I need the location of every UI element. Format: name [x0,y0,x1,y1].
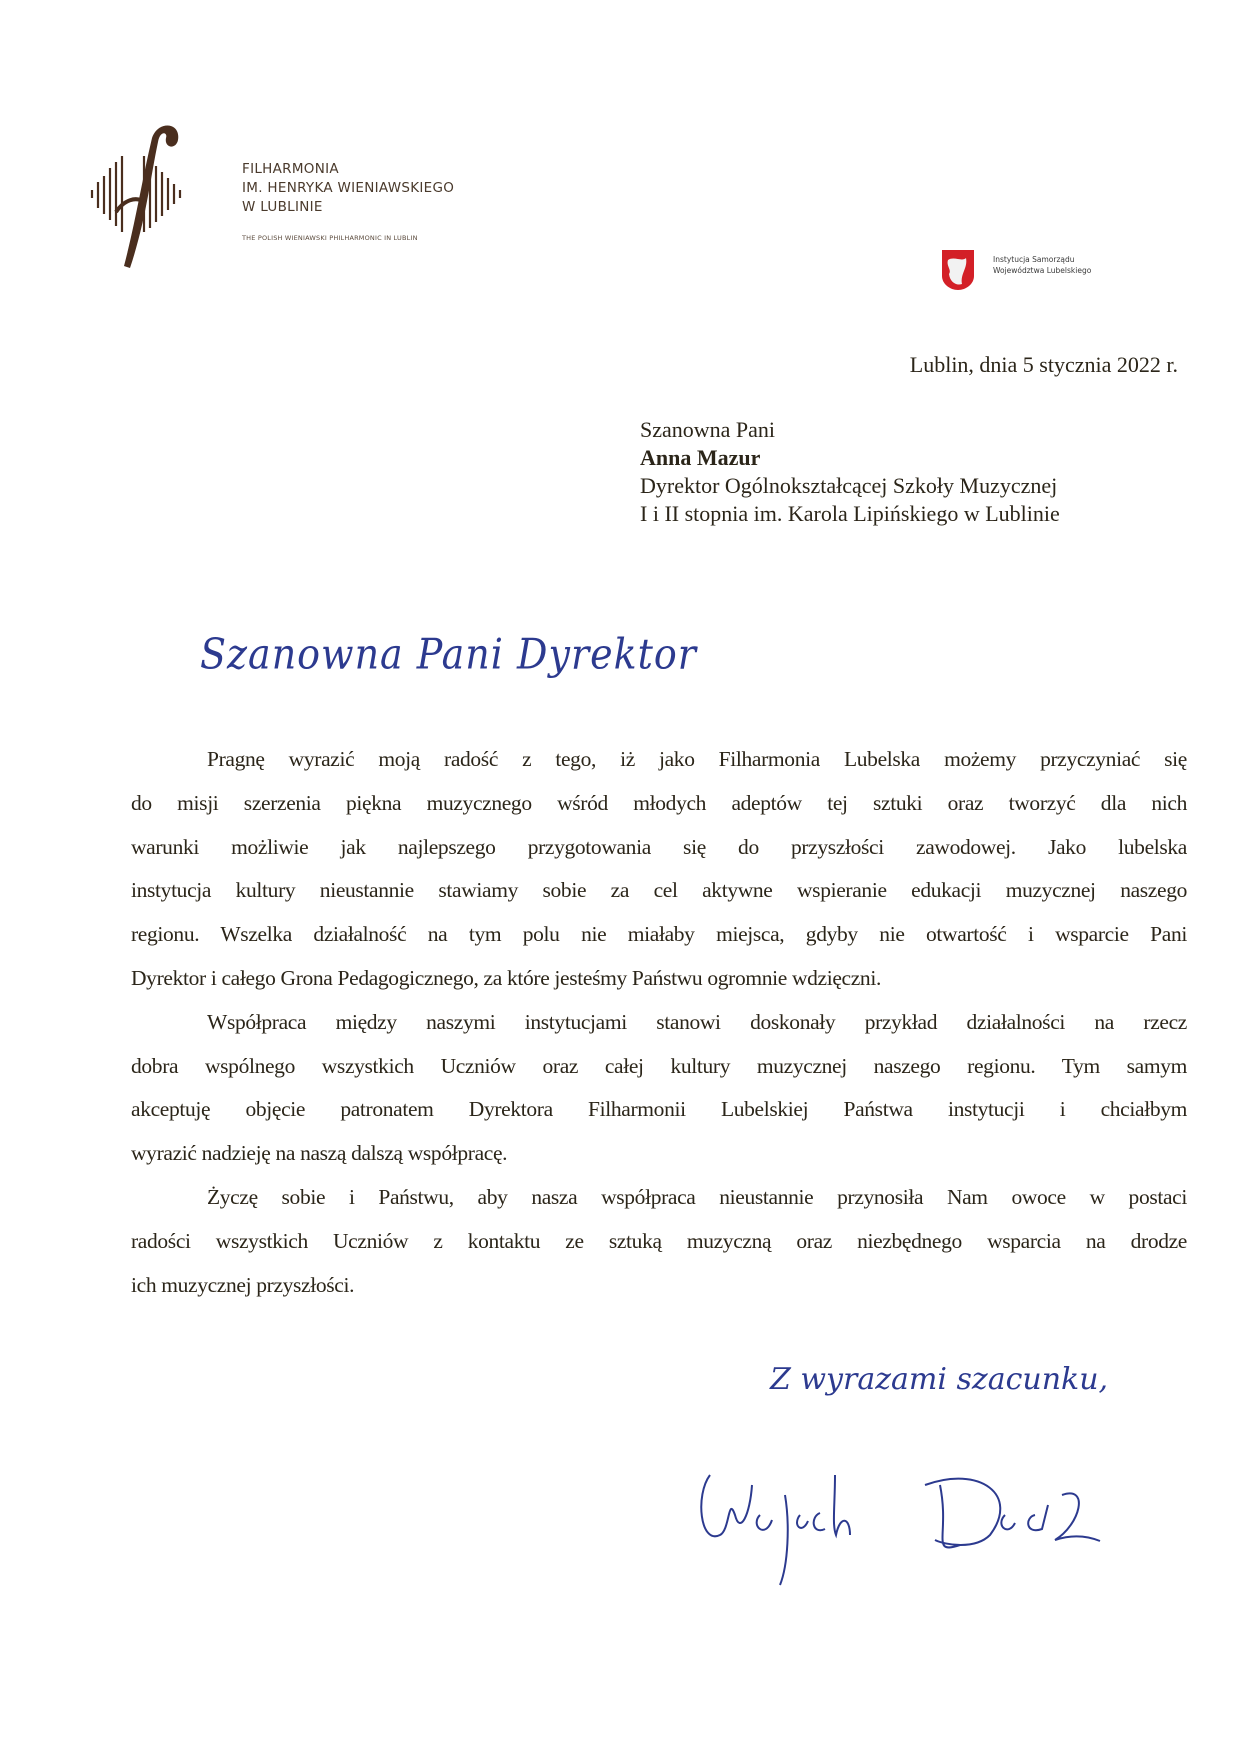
recipient-greeting: Szanowna Pani [640,417,776,442]
paragraph [131,1001,1187,1176]
letter-date: Lublin, dnia 5 stycznia 2022 r. [909,352,1178,377]
logo-line: FILHARMONIA [242,161,339,177]
paragraph [131,738,1187,1001]
recipient-name: Anna Mazur [640,445,761,470]
paragraph-line: do misji szerzenia piękna muzycznego wśród młodych adeptów tej sztuki oraz tworzyć dla nich [131,790,1187,815]
paragraph-line: akceptuję objęcie patronatem Dyrektora Filharmonii Lubelskiej Państwa instytucji i chciałbym [131,1097,1187,1122]
paragraph-line: radości wszystkich Uczniów z kontaktu ze sztuką muzyczną oraz niezbędnego wsparcia na drodze [131,1228,1187,1253]
signature [690,1455,1150,1595]
paragraph-line: ich muzycznej przyszłości. [131,1272,355,1297]
handwritten-closing: Z wyrazami szacunku, [770,1362,1109,1397]
logo-line: W LUBLINIE [242,199,323,215]
institution-line: Województwa Lubelskiego [993,266,1092,275]
paragraph-line: regionu. Wszelka działalność na tym polu nie miałaby miejsca, gdyby nie otwartość i wsparcie Pani [131,922,1187,947]
letter-body [131,738,1187,1307]
paragraph-line: instytucja kultury nieustannie stawiamy sobie za cel aktywne wspieranie edukacji muzycznej naszego [131,878,1187,903]
paragraph-line: Pragnę wyrazić moją radość z tego, iż jako Filharmonia Lubelska możemy przyczyniać się [207,747,1187,771]
paragraph-line: Współpraca między naszymi instytucjami stanowi doskonały przykład działalności na rzecz [207,1009,1187,1034]
recipient-title: I i II stopnia im. Karola Lipińskiego w Lublinie [640,501,1060,526]
paragraph-line: wyrazić nadzieję na naszą dalszą współpracę. [131,1141,508,1166]
paragraph-line: Życzę sobie i Państwu, aby nasza współpraca nieustannie przynosiła Nam owoce w postaci [207,1184,1187,1209]
logo-line: IM. HENRYKA WIENIAWSKIEGO [242,180,455,196]
paragraph-line: Dyrektor i całego Grona Pedagogicznego, za które jesteśmy Państwu ogromnie wdzięczni. [131,965,881,990]
philharmonic-name [242,160,454,217]
paragraph-line: warunki możliwie jak najlepszego przygotowania się do przyszłości zawodowej. Jako lubelska [131,834,1187,859]
paragraph-line: dobra wspólnego wszystkich Uczniów oraz całej kultury muzycznej naszego regionu. Tym samym [131,1053,1187,1078]
institution-label [993,254,1091,276]
recipient-title: Dyrektor Ogólnokształcącej Szkoły Muzycznej [640,473,1058,498]
institution-line: Instytucja Samorządu [993,255,1075,264]
philharmonic-subtitle: THE POLISH WIENIAWSKI PHILHARMONIC IN LUBLIN [242,234,418,242]
recipient-block [640,416,1060,528]
philharmonic-logo [86,120,206,270]
handwritten-salutation: Szanowna Pani Dyrektor [200,629,697,679]
paragraph [131,1176,1187,1307]
voivodeship-crest-icon [940,248,976,292]
